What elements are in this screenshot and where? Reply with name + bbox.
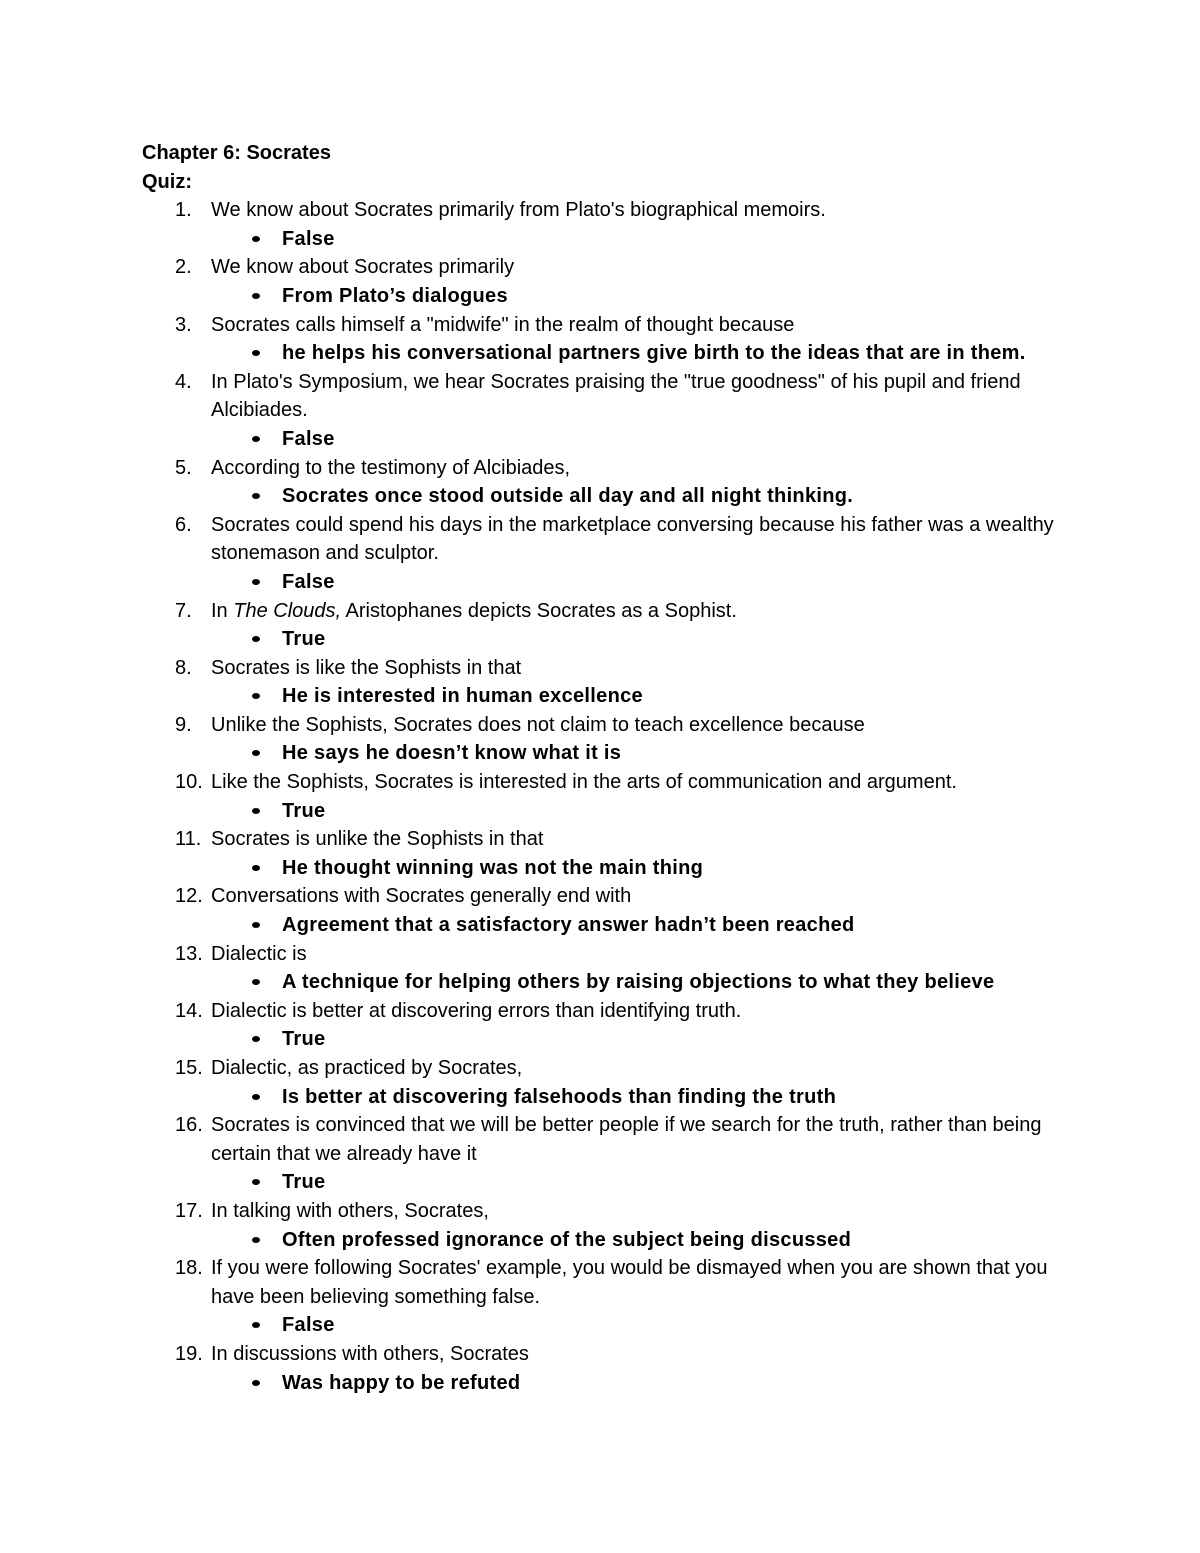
bullet-icon: [252, 293, 260, 299]
answer-item: [142, 797, 1082, 826]
question-item: [142, 1340, 1082, 1397]
question-text: Dialectic, as practiced by Socrates,: [211, 1057, 523, 1079]
answer-item: [142, 739, 1082, 768]
question-line: [142, 311, 1082, 340]
answer-item: [142, 425, 1082, 454]
answer-text: He thought winning was not the main thing: [282, 856, 704, 879]
answer-text: False: [282, 570, 335, 593]
answer-item: [142, 1226, 1082, 1255]
question-number: 11.: [175, 828, 202, 851]
bullet-icon: [252, 1322, 260, 1328]
question-line: [142, 654, 1082, 683]
question-text: Socrates could spend his days in the marketplace conversing because his father was a wealthy stonemason and sculptor.: [211, 513, 1054, 565]
question-number: 6.: [175, 513, 192, 536]
question-line: [142, 1054, 1082, 1083]
answer-item: [142, 682, 1082, 711]
answer-item: [142, 568, 1082, 597]
answer-text: Socrates once stood outside all day and all night thinking.: [282, 485, 854, 508]
question-number: 19.: [175, 1342, 203, 1365]
question-text: Unlike the Sophists, Socrates does not claim to teach excellence because: [211, 713, 865, 736]
question-line: [142, 825, 1082, 854]
question-item: [142, 825, 1082, 882]
question-line: [142, 253, 1082, 282]
answer-text: He is interested in human excellence: [282, 685, 643, 708]
question-line: [142, 1197, 1082, 1226]
question-list: [142, 196, 1082, 1397]
answer-text: Agreement that a satisfactory answer hadn’t been reached: [282, 914, 855, 937]
document-body: [142, 139, 1082, 1397]
answer-text: He says he doesn’t know what it is: [282, 742, 622, 765]
bullet-icon: [252, 1094, 260, 1100]
answer-item: [142, 1168, 1082, 1197]
question-line: [142, 1340, 1082, 1369]
answer-text: True: [282, 1028, 326, 1051]
question-number: 14.: [175, 999, 203, 1022]
question-line: [142, 1111, 1082, 1168]
answer-text: Was happy to be refuted: [282, 1371, 521, 1394]
question-text: Socrates calls himself a "midwife" in the realm of thought because: [211, 313, 795, 336]
question-number: 10.: [175, 771, 203, 794]
question-number: 4.: [175, 370, 192, 393]
bullet-icon: [252, 1179, 260, 1185]
answer-text: False: [282, 1314, 335, 1337]
question-number: 8.: [175, 656, 192, 679]
bullet-icon: [252, 493, 260, 499]
question-line: [142, 511, 1082, 568]
question-item: [142, 940, 1082, 997]
answer-text: A technique for helping others by raising objections to what they believe: [282, 971, 995, 994]
question-number: 3.: [175, 313, 192, 336]
question-text: Conversations with Socrates generally end with: [211, 885, 632, 908]
question-line: [142, 711, 1082, 740]
chapter-title: Chapter 6: Socrates: [142, 142, 331, 164]
question-text: We know about Socrates primarily: [211, 256, 515, 279]
question-item: [142, 997, 1082, 1054]
question-item: [142, 311, 1082, 368]
question-line: [142, 368, 1082, 425]
question-number: 15.: [175, 1057, 203, 1079]
question-number: 7.: [175, 599, 192, 622]
question-text: According to the testimony of Alcibiades,: [211, 456, 571, 479]
question-text: Dialectic is better at discovering errors than identifying truth.: [211, 999, 742, 1022]
answer-text: he helps his conversational partners give birth to the ideas that are in them.: [282, 342, 1026, 365]
question-number: 9.: [175, 713, 192, 736]
question-item: [142, 597, 1082, 654]
question-number: 1.: [175, 199, 192, 222]
answer-text: Often professed ignorance of the subject being discussed: [282, 1228, 852, 1251]
answer-text: Is better at discovering falsehoods than finding the truth: [282, 1085, 837, 1108]
question-number: 12.: [175, 885, 203, 908]
answer-item: [142, 1311, 1082, 1340]
question-text: If you were following Socrates' example, you would be dismayed when you are shown that you have been believing something false.: [211, 1257, 1048, 1308]
question-number: 17.: [175, 1199, 203, 1222]
bullet-icon: [252, 579, 260, 585]
question-number: 2.: [175, 256, 192, 279]
answer-text: True: [282, 799, 326, 822]
question-number: 18.: [175, 1257, 203, 1280]
question-item: [142, 1197, 1082, 1254]
answer-item: [142, 339, 1082, 368]
bullet-icon: [252, 1380, 260, 1386]
question-item: [142, 253, 1082, 310]
question-line: [142, 940, 1082, 969]
question-line: [142, 196, 1082, 225]
question-item: [142, 711, 1082, 768]
bullet-icon: [252, 808, 260, 814]
work-title: The Clouds,: [233, 599, 342, 622]
bullet-icon: [252, 979, 260, 985]
bullet-icon: [252, 922, 260, 928]
bullet-icon: [252, 865, 260, 871]
answer-item: [142, 1369, 1082, 1398]
question-number: 16.: [175, 1114, 203, 1137]
question-item: [142, 768, 1082, 825]
question-line: [142, 1254, 1082, 1311]
answer-item: [142, 625, 1082, 654]
question-line: [142, 597, 1082, 626]
answer-item: [142, 482, 1082, 511]
question-item: [142, 1254, 1082, 1340]
question-item: [142, 511, 1082, 597]
bullet-icon: [252, 436, 260, 442]
bullet-icon: [252, 350, 260, 356]
question-text: Like the Sophists, Socrates is interested in the arts of communication and argument.: [211, 771, 957, 794]
bullet-icon: [252, 1036, 260, 1042]
question-item: [142, 1111, 1082, 1197]
answer-text: False: [282, 427, 335, 450]
question-text-end: Aristophanes depicts Socrates as a Sophist.: [341, 599, 737, 622]
question-text: Dialectic is: [211, 942, 307, 965]
question-line: [142, 997, 1082, 1026]
question-number: 13.: [175, 942, 203, 965]
question-text: In talking with others, Socrates,: [211, 1199, 489, 1222]
bullet-icon: [252, 1237, 260, 1243]
answer-item: [142, 1025, 1082, 1054]
answer-text: False: [282, 227, 335, 250]
question-item: [142, 196, 1082, 253]
question-item: [142, 882, 1082, 939]
question-item: [142, 654, 1082, 711]
bullet-icon: [252, 236, 260, 242]
answer-item: [142, 968, 1082, 997]
answer-text: From Plato’s dialogues: [282, 284, 508, 307]
answer-item: [142, 282, 1082, 311]
answer-item: [142, 1083, 1082, 1112]
answer-text: True: [282, 1171, 326, 1194]
bullet-icon: [252, 636, 260, 642]
question-item: [142, 1054, 1082, 1111]
question-text: In Plato's Symposium, we hear Socrates praising the "true goodness" of his pupil and friend Alcibiades.: [211, 370, 1021, 422]
question-line: [142, 454, 1082, 483]
answer-item: [142, 854, 1082, 883]
question-text: We know about Socrates primarily from Plato's biographical memoirs.: [211, 199, 826, 222]
question-text-start: In: [211, 599, 234, 622]
question-item: [142, 454, 1082, 511]
answer-item: [142, 911, 1082, 940]
question-item: [142, 368, 1082, 454]
answer-item: [142, 225, 1082, 254]
bullet-icon: [252, 750, 260, 756]
question-text: [211, 600, 737, 622]
question-text: Socrates is convinced that we will be better people if we search for the truth, rather than being certain that we already have it: [211, 1114, 1042, 1165]
question-text: Socrates is like the Sophists in that: [211, 656, 522, 679]
question-line: [142, 768, 1082, 797]
bullet-icon: [252, 693, 260, 699]
question-number: 5.: [175, 456, 192, 479]
question-line: [142, 882, 1082, 911]
question-text: Socrates is unlike the Sophists in that: [211, 828, 544, 851]
answer-text: True: [282, 628, 326, 651]
quiz-label: Quiz:: [142, 170, 192, 193]
question-text: In discussions with others, Socrates: [211, 1342, 529, 1365]
